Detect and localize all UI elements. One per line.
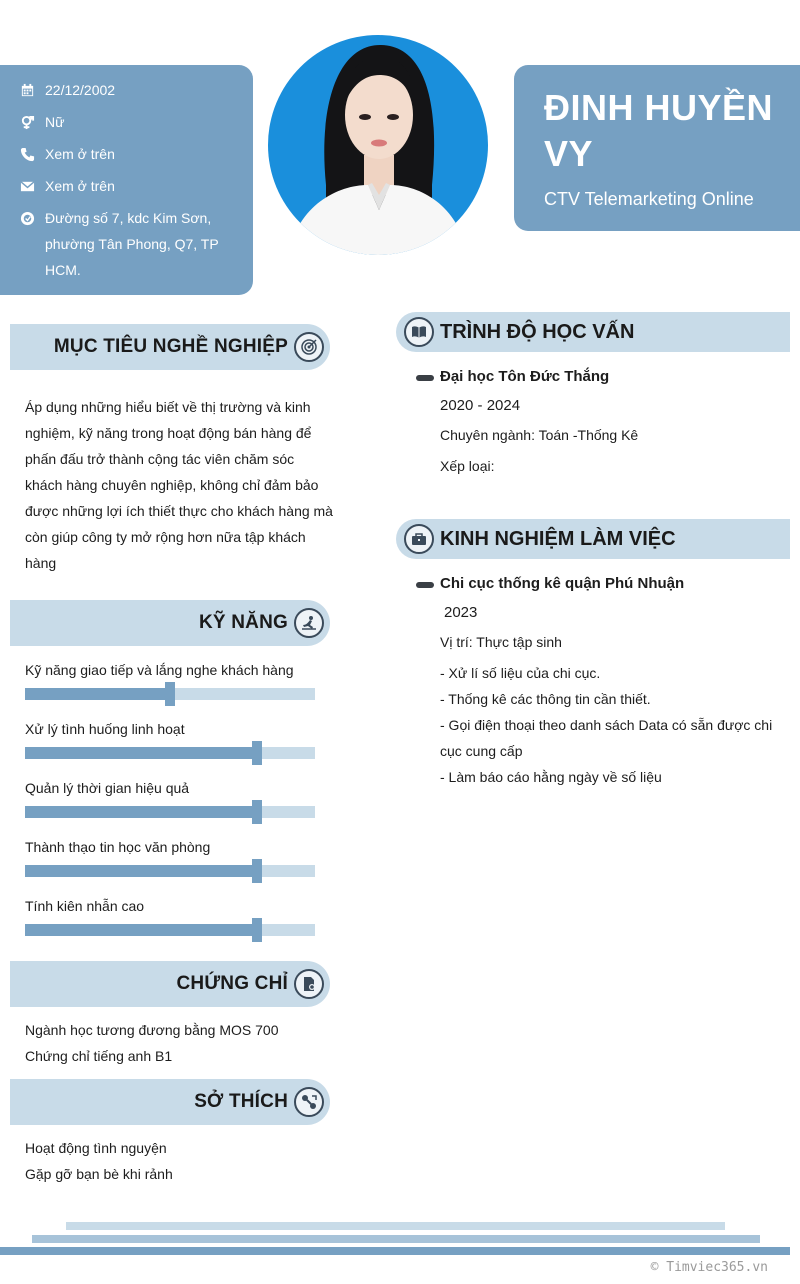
duty-item: - Gọi điện thoại theo danh sách Data có sẵn được chi cục cung cấp [440, 717, 773, 759]
gender-text: Nữ [45, 114, 65, 130]
certificates-list [25, 1017, 278, 1069]
experience-company: Chi cục thống kê quận Phú Nhuận [440, 575, 685, 592]
hobby-icon [294, 1087, 324, 1117]
skill-label: Quản lý thời gian hiệu quả [25, 780, 190, 796]
education-bullet [416, 375, 434, 381]
skill-label: Kỹ năng giao tiếp và lắng nghe khách hàng [25, 662, 294, 678]
contact-gender [20, 109, 243, 135]
experience-position: Vị trí: Thực tập sinh [440, 634, 562, 650]
skill-item [25, 778, 315, 818]
hobby-item: Gặp gỡ bạn bè khi rảnh [25, 1166, 173, 1182]
skill-bar-fill [25, 865, 257, 877]
skill-bar [25, 806, 315, 818]
contact-panel [0, 65, 253, 295]
experience-heading [396, 519, 790, 559]
skill-bar-marker [252, 918, 262, 942]
education-title: TRÌNH ĐỘ HỌC VẤN [440, 320, 635, 343]
education-years: 2020 - 2024 [440, 397, 521, 414]
skill-item [25, 837, 315, 877]
objective-title: MỤC TIÊU NGHỀ NGHIỆP [53, 336, 288, 357]
briefcase-icon [404, 524, 434, 554]
skill-bar-fill [25, 688, 170, 700]
duty-item: - Làm báo cáo hằng ngày về số liệu [440, 769, 662, 785]
contact-phone [20, 141, 243, 167]
address-text: Đường số 7, kdc Kim Sơn, phường Tân Phong, Q7, TP HCM. [45, 210, 219, 278]
skill-bar-fill [25, 747, 257, 759]
candidate-name: ĐINH HUYỀN VY [544, 87, 774, 174]
certificate-icon [294, 969, 324, 999]
skill-bar [25, 865, 315, 877]
certificate-item: Chứng chỉ tiếng anh B1 [25, 1048, 173, 1064]
skill-bar-fill [25, 924, 257, 936]
profile-photo [268, 35, 488, 255]
hobbies-title: SỞ THÍCH [194, 1091, 288, 1112]
skill-bar-marker [252, 859, 262, 883]
certificate-item: Ngành học tương đương bằng MOS 700 [25, 1022, 279, 1038]
contact-email [20, 173, 243, 199]
certificates-heading [10, 961, 330, 1007]
skills-icon [294, 608, 324, 638]
skill-label: Thành thạo tin học văn phòng [25, 839, 211, 855]
experience-bullet [416, 582, 434, 588]
contact-birthday [20, 77, 243, 103]
gender-icon [20, 109, 45, 135]
skill-item [25, 896, 315, 936]
duty-item: - Xử lí số liệu của chi cục. [440, 665, 601, 681]
target-icon [294, 332, 324, 362]
skill-bar [25, 747, 315, 759]
name-panel [514, 65, 800, 231]
objective-text: Áp dụng những hiểu biết về thị trường và kinh nghiệm, kỹ năng trong hoạt động bán hàng để phấn đấu trở thành cộng tác viên chăm sóc khách hàng chuyên nghiệp, không chỉ đảm bảo được những lợi ích thiết thực cho khách hàng mà còn giúp công ty mở rộng hơn nữa tập khách hàng [25, 399, 333, 571]
birthday-text: 22/12/2002 [45, 82, 116, 98]
skill-bar [25, 688, 315, 700]
contact-address [20, 205, 243, 283]
skill-bar-marker [252, 800, 262, 824]
skill-bar [25, 924, 315, 936]
experience-year: 2023 [444, 604, 478, 621]
book-icon [404, 317, 434, 347]
duty-item: - Thống kê các thông tin cần thiết. [440, 691, 651, 707]
mail-icon [20, 173, 45, 199]
footer-stripe [32, 1235, 760, 1243]
location-icon [20, 205, 45, 231]
footer-stripe [66, 1222, 725, 1230]
experience-duties [440, 660, 785, 790]
hobbies-heading [10, 1079, 330, 1125]
phone-icon [20, 141, 45, 167]
phone-text: Xem ở trên [45, 146, 115, 162]
hobbies-list [25, 1135, 173, 1187]
education-heading [396, 312, 790, 352]
skill-label: Tính kiên nhẫn cao [25, 898, 145, 914]
skill-item [25, 660, 315, 700]
skill-bar-fill [25, 806, 257, 818]
skill-bar-marker [165, 682, 175, 706]
skills-title: KỸ NĂNG [198, 612, 288, 633]
calendar-icon [20, 77, 45, 103]
certificates-title: CHỨNG CHỈ [176, 973, 288, 994]
hobby-item: Hoạt động tình nguyện [25, 1140, 167, 1156]
candidate-role: CTV Telemarketing Online [544, 189, 754, 209]
skill-bar-marker [252, 741, 262, 765]
email-text: Xem ở trên [45, 178, 115, 194]
education-grade: Xếp loại: [440, 458, 495, 474]
footer-stripe [0, 1247, 790, 1255]
skill-item [25, 719, 315, 759]
experience-title: KINH NGHIỆM LÀM VIỆC [440, 527, 676, 550]
skills-heading [10, 600, 330, 646]
objective-heading [10, 324, 330, 370]
education-major: Chuyên ngành: Toán -Thống Kê [440, 427, 639, 443]
education-school: Đại học Tôn Đức Thắng [440, 368, 610, 385]
watermark: © Timviec365.vn [650, 1260, 768, 1275]
skill-label: Xử lý tình huống linh hoạt [25, 721, 185, 737]
